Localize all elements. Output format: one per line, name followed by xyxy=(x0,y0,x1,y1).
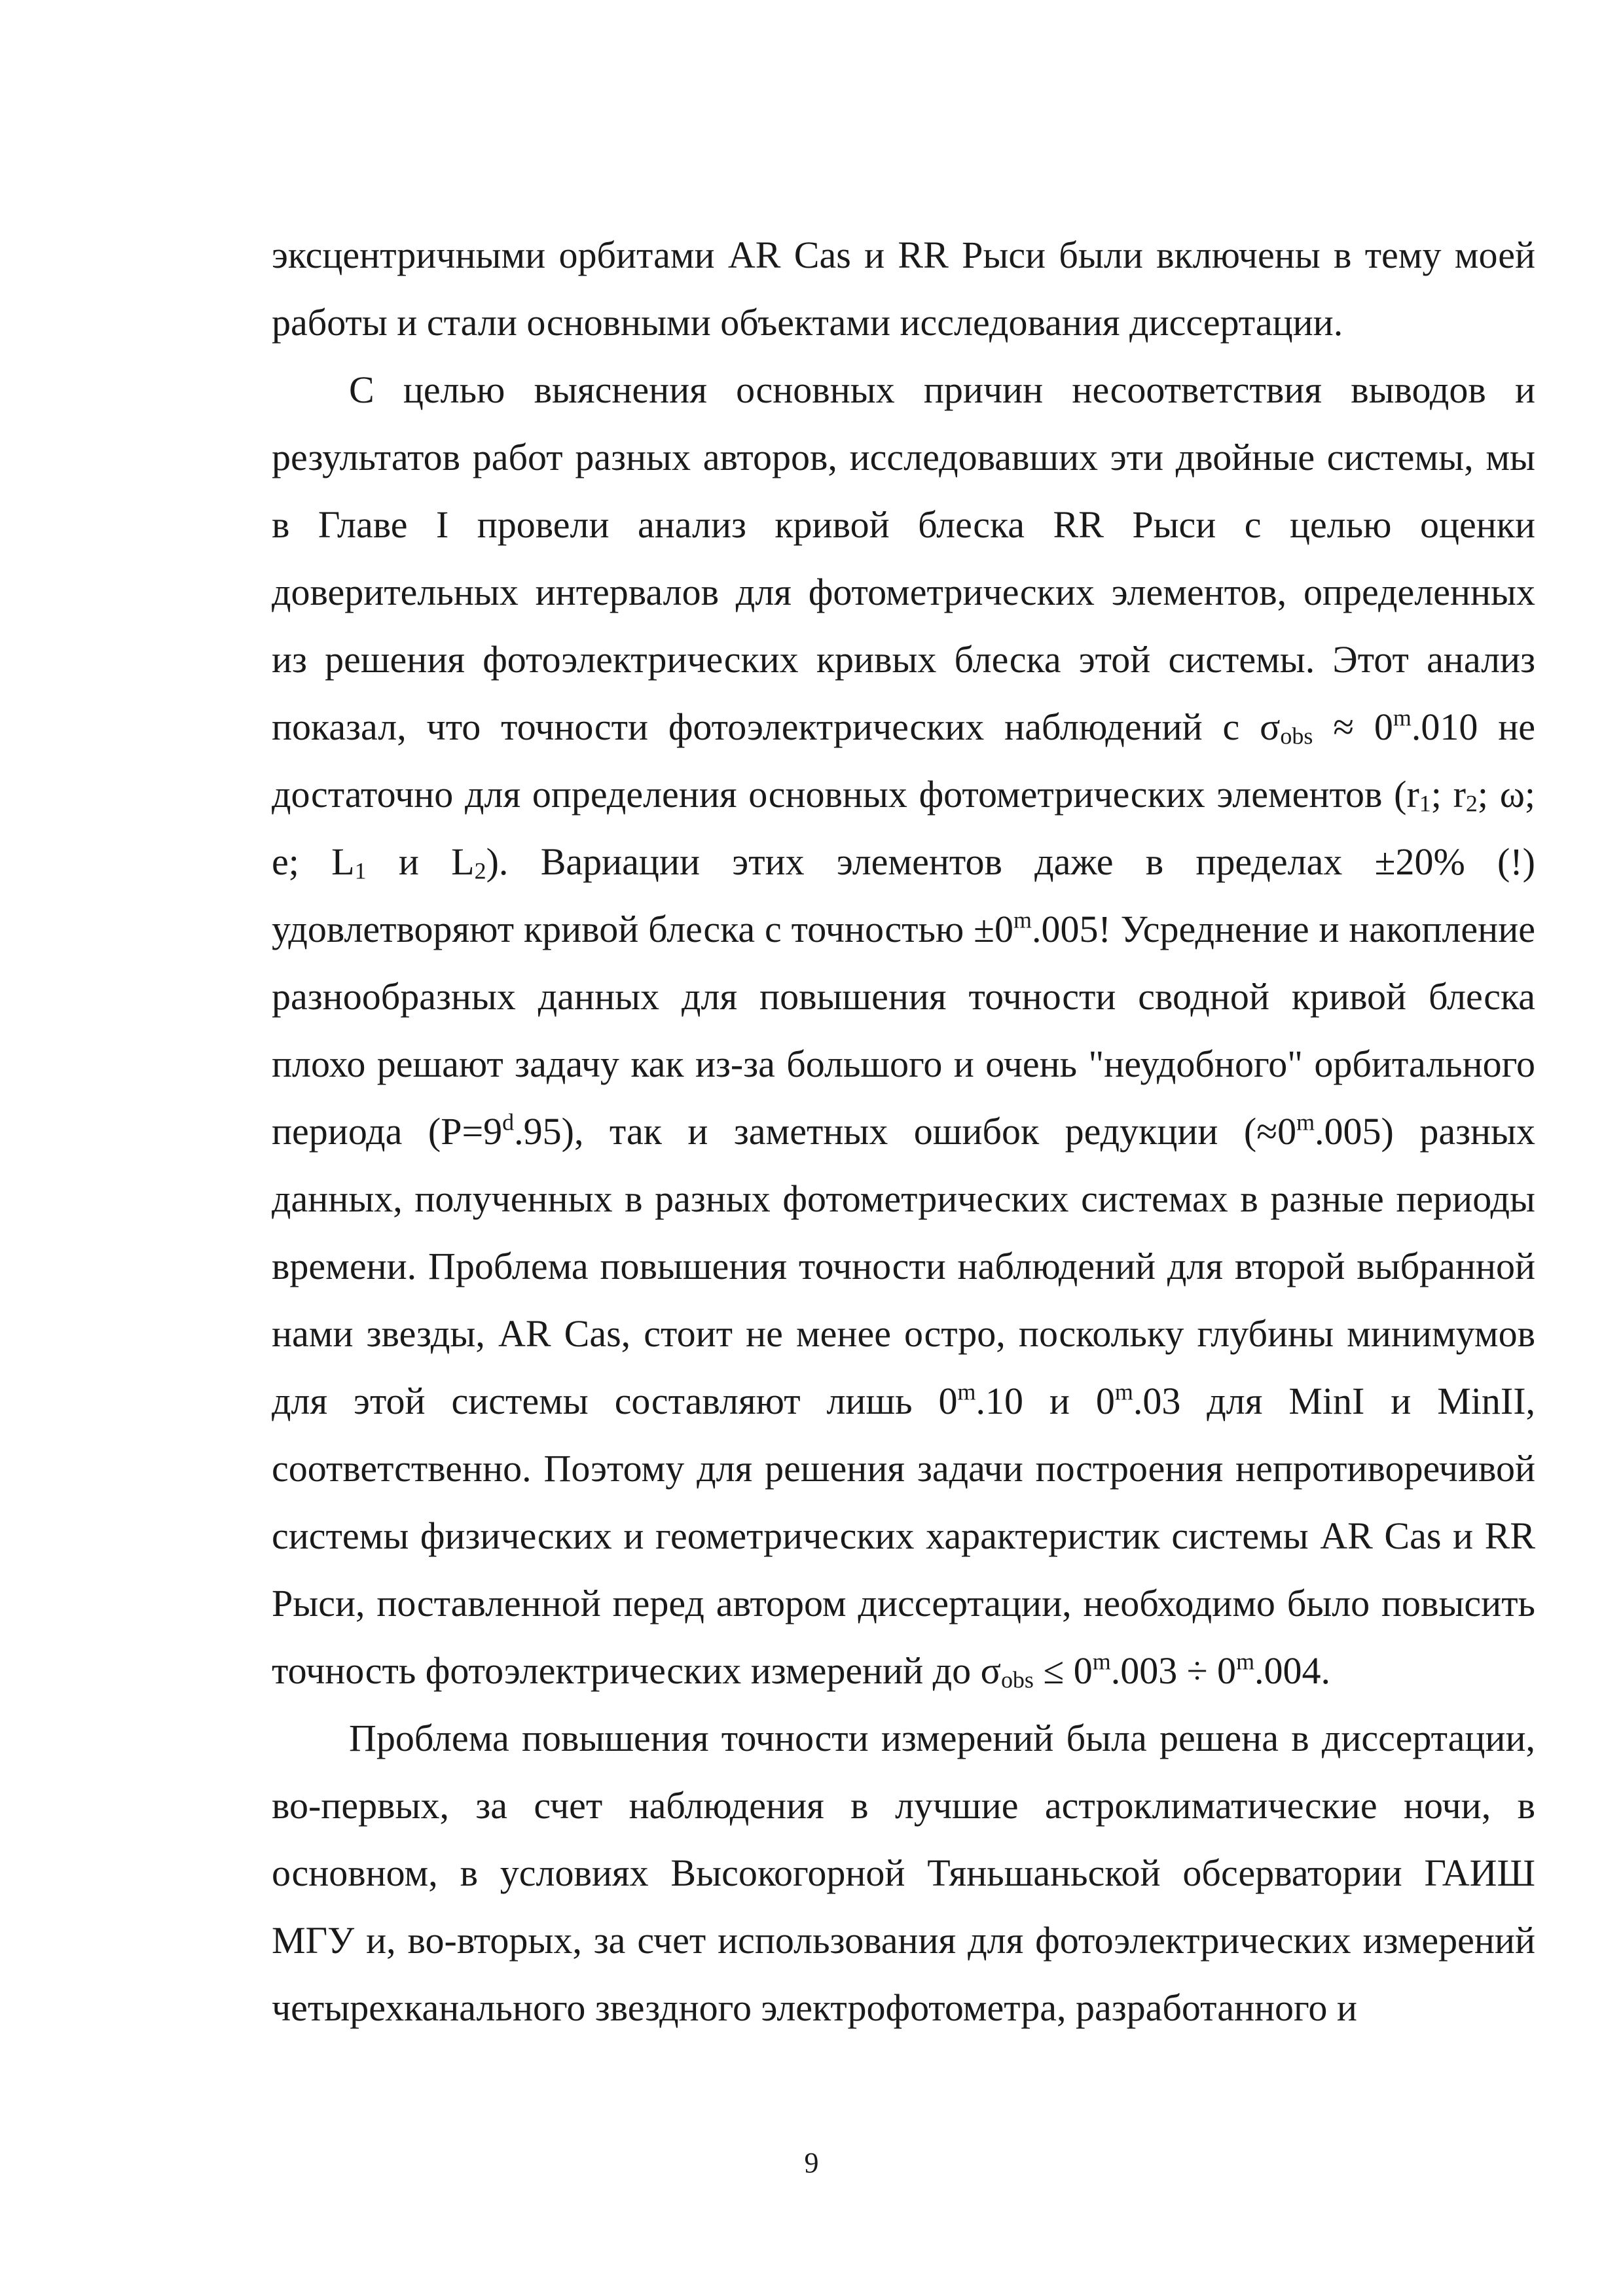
text-run: Проблема повышения точности измерений была решена в диссертации, во-первых, за счет наблюдения в лучшие астроклиматические ночи, в основном, в условиях Высокогорной Тяньшаньской обсерватории ГАИШ МГУ и, во-вторых, за счет использования для фотоэлектрических измерений четырехканального звездного электрофотометра, разработанного и xyxy=(272,1717,1535,2029)
subscript: obs xyxy=(1000,1666,1034,1693)
text-run: .004. xyxy=(1254,1649,1331,1692)
superscript: m xyxy=(1236,1648,1255,1675)
text-run: и L xyxy=(366,840,475,883)
text-run: .005! Усреднение и накопление разнообразных данных для повышения точности сводной кривой блеска плохо решают задачу как из-за большого и очень "неудобного" орбитального периода (P=9 xyxy=(272,908,1535,1153)
body-text xyxy=(272,221,1535,2041)
superscript: m xyxy=(1114,1378,1133,1405)
page-number: 9 xyxy=(804,2147,819,2179)
text-run: ≤ 0 xyxy=(1033,1649,1093,1692)
text-run: .10 и 0 xyxy=(976,1380,1115,1422)
subscript: obs xyxy=(1280,723,1313,749)
text-run: ; r xyxy=(1431,773,1466,816)
paragraph xyxy=(272,221,1535,356)
paragraph xyxy=(272,1704,1535,2041)
subscript: 1 xyxy=(354,857,367,884)
superscript: m xyxy=(1013,906,1032,933)
superscript: d xyxy=(502,1109,515,1136)
superscript: m xyxy=(1393,704,1412,731)
text-run: .95), так и заметных ошибок редукции (≈0 xyxy=(514,1110,1297,1153)
text-run: .003 ÷ 0 xyxy=(1110,1649,1237,1692)
superscript: m xyxy=(957,1378,976,1405)
subscript: 2 xyxy=(1465,790,1478,817)
text-run: С целью выяснения основных причин несоответствия выводов и результатов работ разных авторов, исследовавших эти двойные системы, мы в Главе I провели анализ кривой блеска RR Рыси с целью оценки доверительных интервалов для фотометрических элементов, определенных из решения фотоэлектрических кривых блеска этой системы. Этот анализ показал, что точности фотоэлектрических наблюдений с σ xyxy=(272,368,1535,748)
superscript: m xyxy=(1296,1109,1315,1136)
subscript: 2 xyxy=(474,857,486,884)
superscript: m xyxy=(1092,1648,1111,1675)
text-run: .010 не достаточно для определения основных фотометрических элементов (r xyxy=(272,706,1535,816)
text-run: .005) разных данных, полученных в разных фотометрических системах в разные периоды времени. Проблема повышения точности наблюдений для второй выбранной нами звезды, AR Cas, стоит не менее остро, поскольку глубины минимумов для этой системы составляют лишь 0 xyxy=(272,1110,1535,1422)
text-run: .03 для MinI и MinII, соответственно. Поэтому для решения задачи построения непротиворечивой системы физических и геометрических характеристик системы AR Cas и RR Рыси, поставленной перед автором диссертации, необходимо было повысить точность фотоэлектрических измерений до σ xyxy=(272,1380,1536,1692)
text-run: ; ω; e; L xyxy=(272,773,1536,883)
text-run: ≈ 0 xyxy=(1313,706,1393,748)
text-run: эксцентричными орбитами AR Cas и RR Рыси были включены в тему моей работы и стали основными объектами исследования диссертации. xyxy=(272,234,1535,344)
text-run: ). Вариации этих элементов даже в пределах ±20% (!) удовлетворяют кривой блеска с точностью ±0 xyxy=(272,840,1535,950)
paragraph xyxy=(272,356,1535,1704)
subscript: 1 xyxy=(1419,790,1431,817)
